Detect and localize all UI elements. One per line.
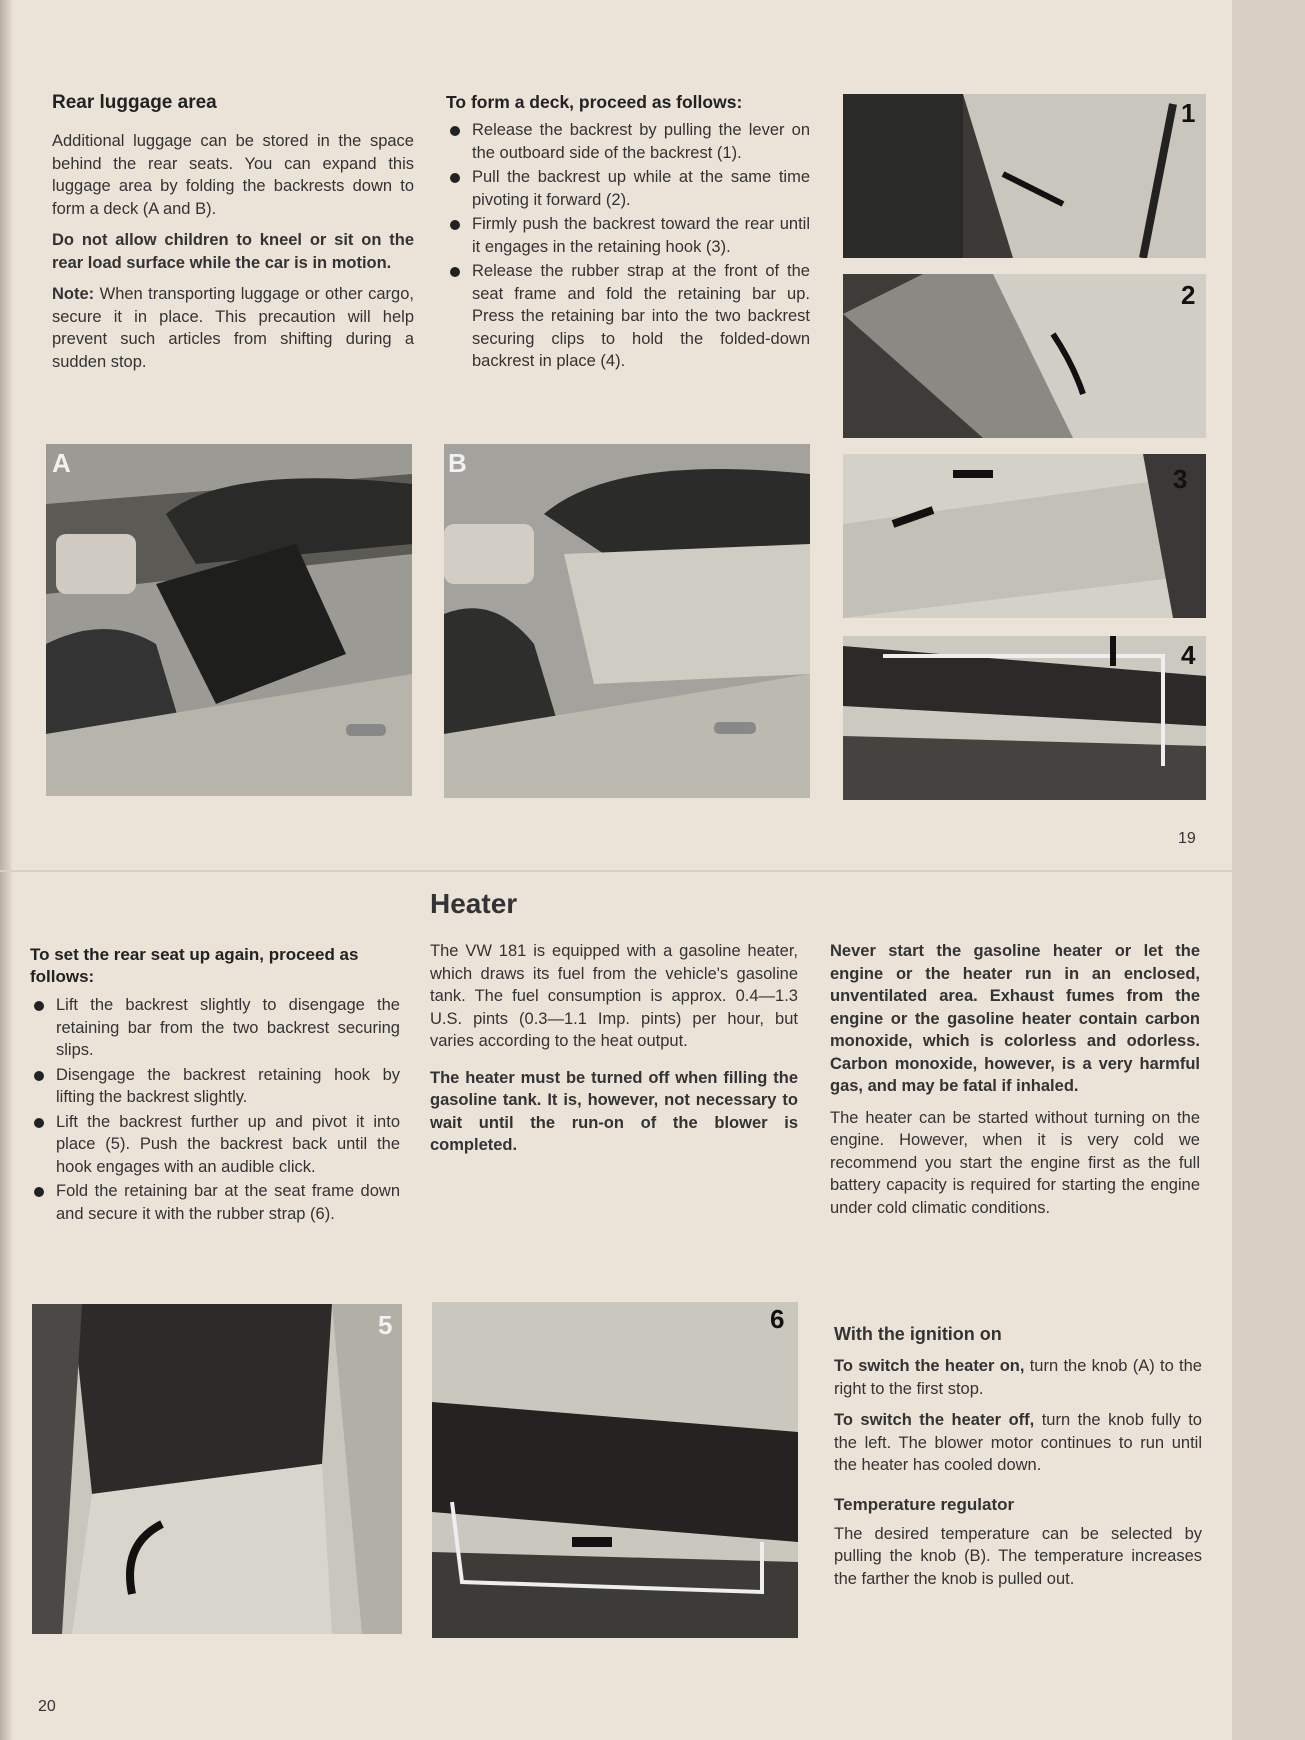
step-list bbox=[30, 994, 400, 1225]
section-title: Temperature regulator bbox=[834, 1494, 1015, 1514]
step-text: Disengage the backrest retaining hook by lifting the backrest slightly. bbox=[56, 1065, 400, 1106]
paragraph-text: turn the knob (A) to the right to the first stop. bbox=[834, 1357, 1202, 1398]
step-text: Fold the retaining bar at the seat frame down and secure it with the rubber strap (6). bbox=[56, 1182, 400, 1223]
section-title: With the ignition on bbox=[834, 1324, 1002, 1344]
photo-label: 2 bbox=[1181, 280, 1196, 310]
page-20 bbox=[0, 872, 1232, 1740]
heater-warnings bbox=[830, 940, 1200, 1228]
note-paragraph bbox=[52, 283, 414, 373]
photo-label: 4 bbox=[1181, 640, 1196, 670]
bullet-icon bbox=[34, 1001, 44, 1011]
list-item bbox=[446, 213, 810, 258]
page-spine bbox=[0, 872, 12, 1740]
bold-lead: To switch the heater on, bbox=[834, 1357, 1025, 1375]
bullet-icon bbox=[450, 173, 460, 183]
photo-1 bbox=[843, 94, 1206, 258]
bullet-icon bbox=[34, 1071, 44, 1081]
photo-label: 6 bbox=[770, 1304, 785, 1334]
paragraph: Additional luggage can be stored in the space behind the rear seats. You can expand this luggage area by folding the backrests down to form a deck (A and B). bbox=[52, 132, 414, 218]
step-text: Lift the backrest slightly to disengage the retaining bar from the two backrest securing slips. bbox=[56, 996, 400, 1059]
photo-label: 1 bbox=[1181, 98, 1196, 128]
warning-paragraph: Never start the gasoline heater or let the engine or the heater run in an enclosed, unventilated area. Exhaust fumes from the engine or the gasoline heater contain carbon monoxide, which is colorless and odorless. Carbon monoxide, however, is a very harmful gas, and may be fatal if inhaled. bbox=[830, 942, 1200, 1095]
warning-paragraph: The heater must be turned off when filling the gasoline tank. It is, however, not necessary to wait until the run-on of the blower is completed. bbox=[430, 1068, 798, 1154]
list-item bbox=[446, 119, 810, 164]
step-text: Lift the backrest further up and pivot it into place (5). Push the backrest back until the hook engages with an audible click. bbox=[56, 1112, 400, 1176]
paragraph-text: turn the knob fully to the left. The blower motor continues to run until the heater has cooled down. bbox=[834, 1411, 1202, 1474]
photo-label: 5 bbox=[378, 1310, 393, 1340]
set-up-procedure bbox=[30, 944, 400, 1227]
note-label: Note: bbox=[52, 285, 95, 303]
warning-paragraph: Do not allow children to kneel or sit on the rear load surface while the car is in motion. bbox=[52, 231, 414, 272]
list-item bbox=[30, 1064, 400, 1109]
page-19 bbox=[0, 0, 1232, 870]
bullet-icon bbox=[34, 1187, 44, 1197]
bullet-icon bbox=[450, 267, 460, 277]
paragraph bbox=[834, 1355, 1202, 1400]
photo-label: 3 bbox=[1173, 464, 1188, 494]
list-item bbox=[30, 1111, 400, 1179]
list-item bbox=[446, 166, 810, 211]
list-item bbox=[30, 994, 400, 1062]
step-text: Pull the backrest up while at the same time pivoting it forward (2). bbox=[472, 168, 810, 209]
photo-3 bbox=[843, 454, 1206, 618]
procedure-heading: To set the rear seat up again, proceed as follows: bbox=[30, 945, 359, 986]
photo-2 bbox=[843, 274, 1206, 438]
photo-4 bbox=[843, 636, 1206, 800]
rear-luggage-section bbox=[52, 92, 414, 382]
note-text: When transporting luggage or other cargo, secure it in place. This precaution will help prevent such articles from shifting during a sudden stop. bbox=[52, 285, 414, 371]
paragraph: The desired temperature can be selected by pulling the knob (B). The temperature increases the farther the knob is pulled out. bbox=[834, 1524, 1202, 1588]
list-item bbox=[446, 260, 810, 373]
section-title: Rear luggage area bbox=[52, 92, 217, 113]
deck-procedure bbox=[446, 92, 810, 375]
bullet-icon bbox=[450, 126, 460, 136]
page-spine bbox=[0, 0, 12, 870]
step-text: Firmly push the backrest toward the rear until it engages in the retaining hook (3). bbox=[472, 215, 810, 256]
paragraph: The VW 181 is equipped with a gasoline heater, which draws its fuel from the vehicle's gasoline tank. The fuel consumption is approx. 0.4—1.3 U.S. pints (0.3—1.1 Imp. pints) per hour, but varies according to the heat output. bbox=[430, 942, 798, 1050]
ignition-section bbox=[834, 1324, 1202, 1599]
bullet-icon bbox=[450, 220, 460, 230]
procedure-heading: To form a deck, proceed as follows: bbox=[446, 92, 743, 112]
step-text: Release the rubber strap at the front of the seat frame and fold the retaining bar up. Press the retaining bar into the two backrest securing clips to hold the folded-down backrest in place (4). bbox=[472, 262, 810, 370]
bullet-icon bbox=[34, 1118, 44, 1128]
photo-6 bbox=[432, 1302, 798, 1638]
photo-b bbox=[444, 444, 810, 798]
bold-lead: To switch the heater off, bbox=[834, 1411, 1035, 1429]
photo-label: A bbox=[52, 448, 71, 478]
step-list bbox=[446, 119, 810, 373]
photo-5 bbox=[32, 1304, 402, 1634]
step-text: Release the backrest by pulling the lever on the outboard side of the backrest (1). bbox=[472, 121, 810, 162]
heater-intro bbox=[430, 940, 798, 1166]
paragraph: The heater can be started without turning on the engine. However, when it is very cold we recommend you start the engine first as the full battery capacity is required for starting the engine under cold climatic conditions. bbox=[830, 1108, 1200, 1217]
paragraph bbox=[834, 1409, 1202, 1477]
list-item bbox=[30, 1180, 400, 1225]
photo-label: B bbox=[448, 448, 467, 478]
heater-title: Heater bbox=[430, 888, 518, 919]
page-number: 20 bbox=[38, 1698, 56, 1715]
page-number: 19 bbox=[1178, 830, 1196, 847]
photo-a bbox=[46, 444, 412, 796]
